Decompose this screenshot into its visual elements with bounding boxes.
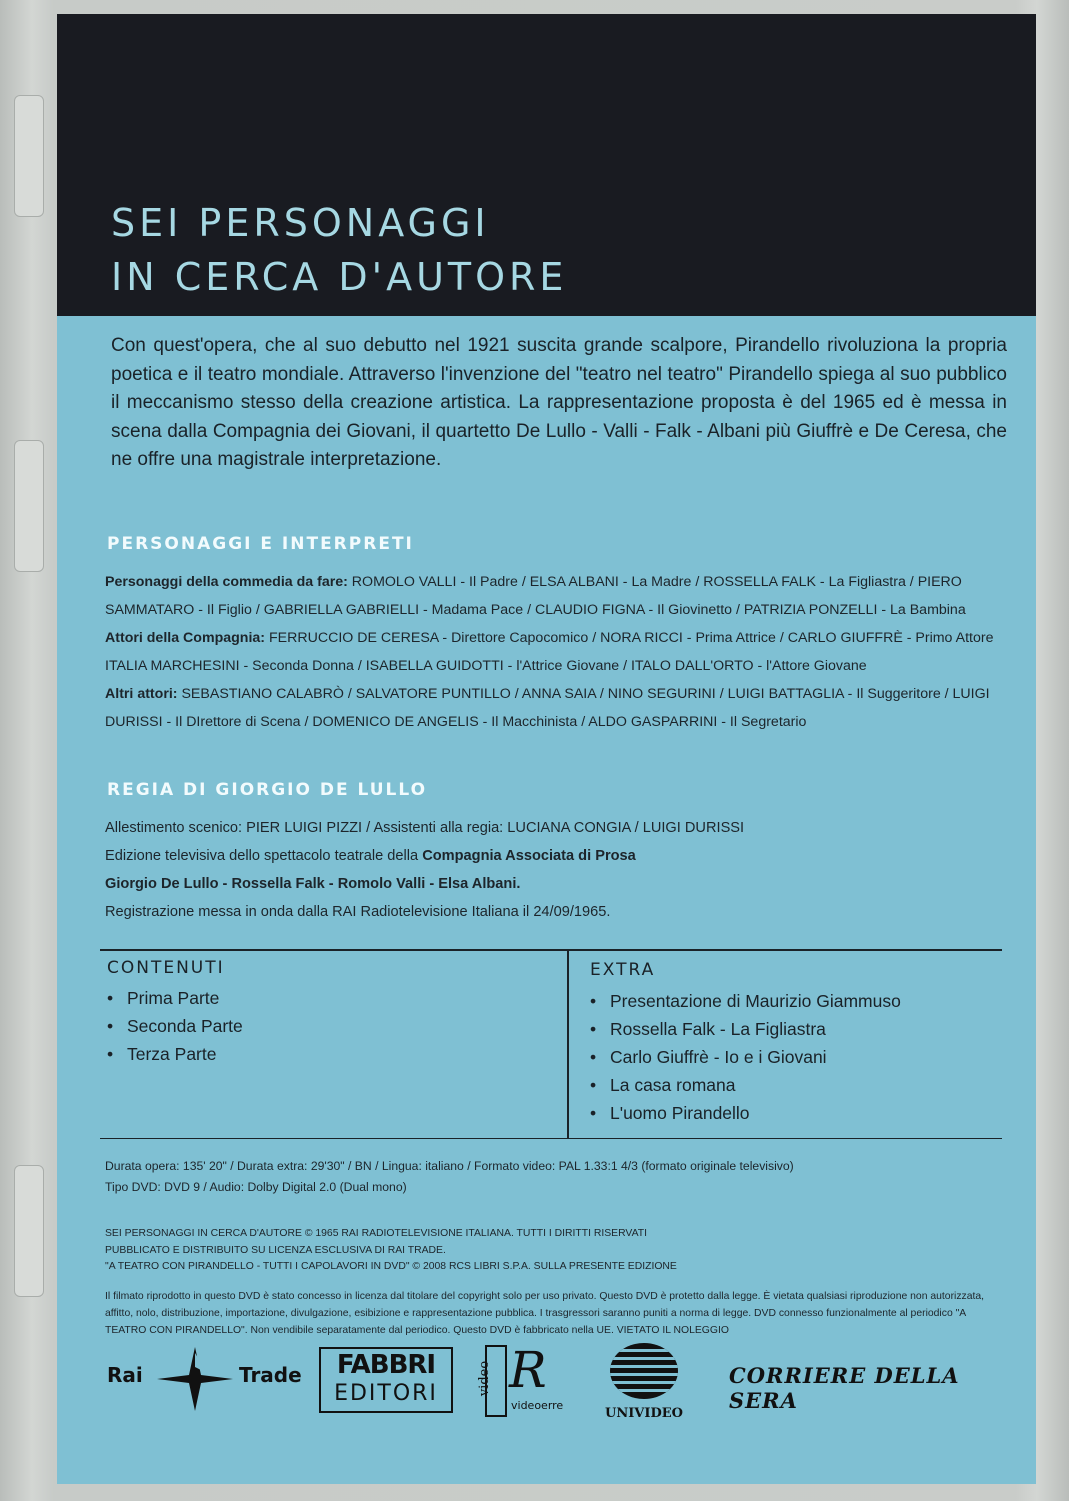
regia-line: Allestimento scenico: PIER LUIGI PIZZI / Assistenti alla regia: LUCIANA CONGIA / LUIGI DURISSI: [105, 820, 745, 836]
list-item: • Terza Parte: [107, 1040, 243, 1068]
intro-paragraph: Con quest'opera, che al suo debutto nel 1921 suscita grande scalpore, Pirandello rivoluziona la propria poetica e il teatro mondiale. Attraverso l'invenzione del "teatro nel teatro" Pirandello spiega al suo pubblico il meccanismo stesso della creazione artistica. La rappresentazione proposta è del 1965 ed è messa in scena dalla Compagnia dei Giovani, il quartetto De Lullo - Valli - Falk - Albani più Giuffrè e De Ceresa, che ne offre una magistrale interpretazione.: [111, 335, 1007, 470]
back-cover: [57, 14, 1036, 1484]
title-line-2: IN CERCA D'AUTORE: [111, 255, 568, 299]
video-vertical-label: video: [477, 1360, 493, 1397]
univideo-globe-icon: [599, 1341, 689, 1401]
cast-group: [105, 624, 1005, 680]
legal-notice: Il filmato riprodotto in questo DVD è stato concesso in licenza dal titolare del copyright solo per uso privato. Questo DVD è protetto dalla legge. È vietata qualsiasi riproduzione non autorizzata, affitto, nolo, distribuzione, importazione, divulgazione, esibizione e rappresentazione pubblica. I trasgressori saranno puniti a norma di legge. DVD connesso funzionalmente al periodico "A TEATRO CON PIRANDELLO". Non vendibile separatamente dal periodico. Questo DVD è fabbricato nella UE. VIETATO IL NOLEGGIO: [105, 1291, 985, 1336]
cast-group-text: FERRUCCIO DE CERESA - Direttore Capocomico / NORA RICCI - Prima Attrice / CARLO GIUFFRÈ - Primo Attore ITALIA MARCHESINI - Seconda Donna / ISABELLA GUIDOTTI - l'Attrice Giovane / ITALO DALL'ORTO - l'Attore Giovane: [105, 630, 994, 674]
list-item: • Carlo Giuffrè - Io e i Giovani: [590, 1043, 901, 1071]
regia-line-text: Edizione televisiva dello spettacolo teatrale della: [105, 848, 423, 864]
corriere-della-sera-logo: CORRIERE DELLA SERA: [729, 1363, 960, 1413]
copyright-block: [105, 1226, 1005, 1276]
contenuti-heading: CONTENUTI: [107, 958, 225, 978]
rai-butterfly-icon: [155, 1345, 235, 1413]
copyright-line: SEI PERSONAGGI IN CERCA D'AUTORE © 1965 RAI RADIOTELEVISIONE ITALIANA. TUTTI I DIRITTI RISERVATI: [105, 1228, 647, 1239]
trade-wordmark: Trade: [239, 1363, 302, 1387]
specs-line: Durata opera: 135' 20" / Durata extra: 29'30" / BN / Lingua: italiano / Formato video: PAL 1.33:1 4/3 (formato originale televisivo): [105, 1159, 794, 1173]
cast-group-text: SEBASTIANO CALABRÒ / SALVATORE PUNTILLO / ANNA SAIA / NINO SEGURINI / LUIGI BATTAGLIA - Il Suggeritore / LUIGI DURISSI - Il DIrettore di Scena / DOMENICO DE ANGELIS - Il Macchinista / ALDO GASPARRINI - Il Segretario: [105, 686, 990, 730]
univideo-logo: [599, 1341, 689, 1423]
rai-trade-logo: [105, 1343, 302, 1415]
regia-line: [105, 842, 1005, 870]
cast-group: [105, 680, 1005, 736]
videoerre-logo: [477, 1341, 565, 1419]
fabbri-editori-logo: [319, 1347, 453, 1413]
cast-group-text: ROMOLO VALLI - Il Padre / ELSA ALBANI - La Madre / ROSSELLA FALK - La Figliastra / PIERO SAMMATARO - Il Figlio / GABRIELLA GABRIELLI - Madama Pace / CLAUDIO FIGNA - Il Giovinetto / PATRIZIA PONZELLI - La Bambina: [105, 574, 966, 618]
list-item: • L'uomo Pirandello: [590, 1099, 901, 1127]
cast-group: [105, 568, 1005, 624]
contents-top-rule: [100, 949, 1002, 951]
cast-heading: PERSONAGGI E INTERPRETI: [107, 534, 414, 554]
regia-details: [105, 814, 1005, 926]
regia-line: Registrazione messa in onda dalla RAI Radiotelevisione Italiana il 24/09/1965.: [105, 904, 611, 920]
cast-group-label: Personaggi della commedia da fare:: [105, 574, 348, 590]
regia-heading: REGIA DI GIORGIO DE LULLO: [107, 780, 428, 800]
logo-strip: [57, 1339, 1036, 1429]
case-hinge-top: [14, 95, 44, 217]
list-item: • Rossella Falk - La Figliastra: [590, 1015, 901, 1043]
list-item: • Prima Parte: [107, 984, 243, 1012]
rai-wordmark: Rai: [107, 1363, 143, 1387]
videoerre-wordmark: videoerre: [511, 1399, 564, 1412]
case-hinge-middle: [14, 440, 44, 572]
cast-group-label: Attori della Compagnia:: [105, 630, 266, 646]
videoerre-r-icon: R: [509, 1341, 547, 1399]
list-item: • Seconda Parte: [107, 1012, 243, 1040]
univideo-wordmark: UNIVIDEO: [605, 1406, 683, 1421]
editori-wordmark: EDITORI: [334, 1381, 438, 1406]
regia-line: Giorgio De Lullo - Rossella Falk - Romolo Valli - Elsa Albani.: [105, 876, 521, 892]
technical-specs: [105, 1156, 1005, 1198]
copyright-line: PUBBLICATO E DISTRIBUITO SU LICENZA ESCLUSIVA DI RAI TRADE.: [105, 1244, 446, 1256]
copyright-line: "A TEATRO CON PIRANDELLO - TUTTI I CAPOLAVORI IN DVD" © 2008 RCS LIBRI S.P.A. SULLA PRESENTE EDIZIONE: [105, 1261, 677, 1272]
cast-list: [105, 568, 1005, 736]
cast-group-label: Altri attori:: [105, 686, 178, 702]
case-hinge-bottom: [14, 1165, 44, 1297]
cover-title: [111, 196, 567, 304]
contenuti-list: [107, 984, 243, 1068]
list-item: • La casa romana: [590, 1071, 901, 1099]
specs-line: Tipo DVD: DVD 9 / Audio: Dolby Digital 2.0 (Dual mono): [105, 1180, 407, 1194]
regia-company: Compagnia Associata di Prosa: [422, 848, 636, 864]
fabbri-wordmark: FABBRI: [336, 1350, 436, 1380]
list-item: • Presentazione di Maurizio Giammuso: [590, 987, 901, 1015]
extra-heading: EXTRA: [590, 960, 656, 980]
contents-bottom-rule: [100, 1138, 1002, 1139]
contents-column-rule: [567, 949, 569, 1139]
title-line-1: SEI PERSONAGGI: [111, 201, 490, 245]
extra-list: [590, 987, 901, 1127]
